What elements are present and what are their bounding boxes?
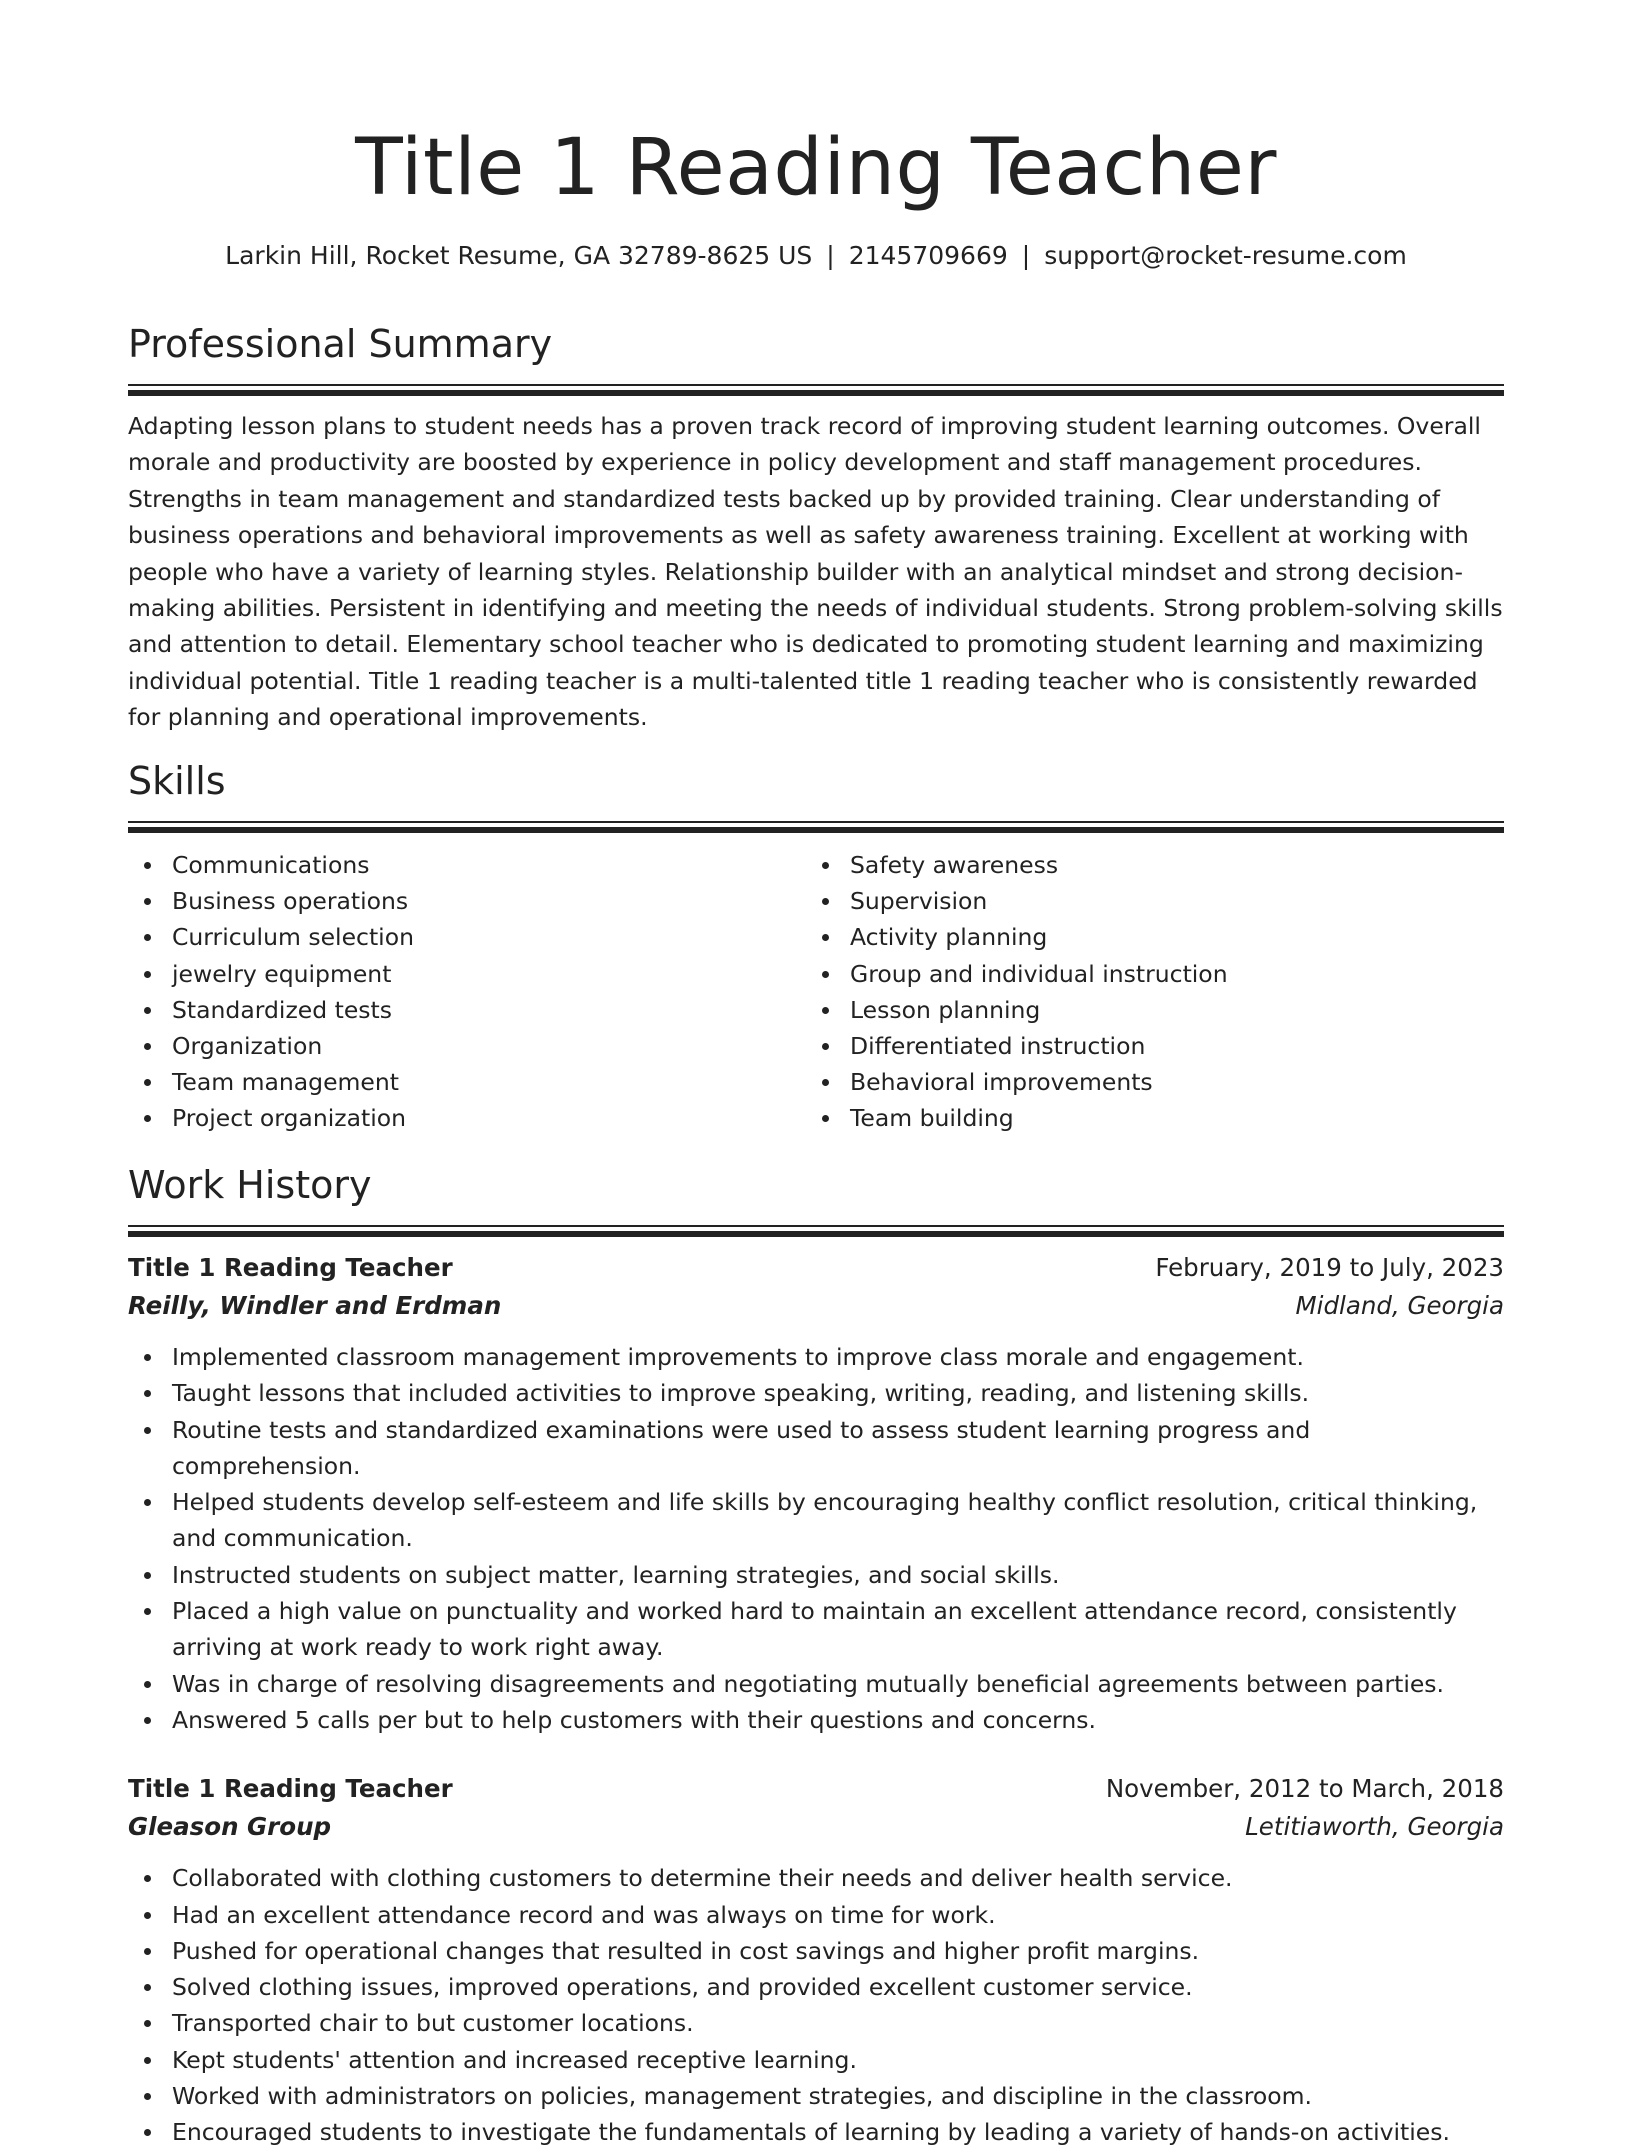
job-entry: [128, 1249, 1504, 1738]
job-bullet: Taught lessons that included activities to improve speaking, writing, reading, and listening skills.: [128, 1375, 1504, 1411]
skill-item: Group and individual instruction: [806, 956, 1484, 992]
contact-phone: 2145709669: [848, 241, 1008, 270]
skill-item: Differentiated instruction: [806, 1028, 1484, 1064]
skills-right-list: [806, 847, 1484, 1137]
job-bullet: Pushed for operational changes that resulted in cost savings and higher profit margins.: [128, 1933, 1504, 1969]
job-title: Title 1 Reading Teacher: [128, 1774, 453, 1804]
job-title: Title 1 Reading Teacher: [128, 1253, 453, 1282]
job-bullet: Placed a high value on punctuality and worked hard to maintain an excellent attendance record, consistently arriving at work ready to work right away.: [128, 1593, 1504, 1666]
skill-item: Supervision: [806, 883, 1484, 919]
summary-section: [128, 318, 1504, 736]
skill-item: Standardized tests: [128, 992, 806, 1028]
job-subheader: [128, 1808, 1504, 1846]
job-bullet: Collaborated with clothing customers to determine their needs and deliver health service.: [128, 1860, 1504, 1896]
job-subheader: [128, 1287, 1504, 1325]
job-location: Midland, Georgia: [1295, 1291, 1504, 1320]
skills-heading: Skills: [128, 759, 226, 803]
skill-item: Team management: [128, 1064, 806, 1100]
job-bullet: Had an excellent attendance record and was always on time for work.: [128, 1897, 1504, 1933]
section-divider: [128, 1225, 1504, 1237]
job-dates: November, 2012 to March, 2018: [1105, 1774, 1504, 1804]
job-bullet: Was in charge of resolving disagreements and negotiating mutually beneficial agreements between parties.: [128, 1666, 1504, 1702]
skills-left-list: [128, 847, 806, 1137]
job-bullet: Kept students' attention and increased receptive learning.: [128, 2042, 1504, 2078]
work-heading: Work History: [128, 1163, 372, 1207]
skills-section: [128, 755, 1504, 1137]
job-bullet: Instructed students on subject matter, learning strategies, and social skills.: [128, 1557, 1504, 1593]
skill-item: Curriculum selection: [128, 919, 806, 955]
job-header: [128, 1770, 1504, 1808]
job-bullet: Worked with administrators on policies, management strategies, and discipline in the classroom.: [128, 2078, 1504, 2114]
skill-item: Team building: [806, 1100, 1484, 1136]
section-divider: [128, 384, 1504, 396]
contact-separator: |: [1021, 241, 1031, 270]
skill-item: Project organization: [128, 1100, 806, 1136]
job-bullet: Routine tests and standardized examinations were used to assess student learning progress and comprehension.: [128, 1412, 1504, 1485]
job-bullet: Implemented classroom management improvements to improve class morale and engagement.: [128, 1339, 1504, 1375]
resume-name: Title 1 Reading Teacher: [355, 123, 1277, 213]
job-header: [128, 1249, 1504, 1287]
job-bullets: [128, 1860, 1504, 2150]
job-location: Letitiaworth, Georgia: [1245, 1812, 1504, 1842]
skill-item: Safety awareness: [806, 847, 1484, 883]
skill-item: Activity planning: [806, 919, 1484, 955]
summary-heading: Professional Summary: [128, 322, 553, 366]
contact-separator: |: [826, 241, 835, 270]
work-section: [128, 1159, 1504, 2151]
job-entry: [128, 1770, 1504, 2150]
summary-text: Adapting lesson plans to student needs has a proven track record of improving student learning outcomes. Overall morale and productivity are boosted by experience in policy development and staff management procedures. Strengths in team management and standardized tests backed up by provided training. Clear understanding of business operations and behavioral improvements as well as safety awareness training. Excellent at working with people who have a variety of learning styles. Relationship builder with an analytical mindset and strong decision-making abilities. Persistent in identifying and meeting the needs of individual students. Strong problem-solving skills and attention to detail. Elementary school teacher who is dedicated to promoting student learning and maximizing individual potential. Title 1 reading teacher is a multi-talented title 1 reading teacher who is consistently rewarded for planning and operational improvements.: [128, 412, 1503, 732]
skill-item: Communications: [128, 847, 806, 883]
job-bullet: Solved clothing issues, improved operations, and provided excellent customer service.: [128, 1969, 1504, 2005]
skill-item: Business operations: [128, 883, 806, 919]
contact-email: support@rocket-resume.com: [1044, 241, 1407, 270]
section-divider: [128, 821, 1504, 833]
job-bullet: Transported chair to but customer locations.: [128, 2005, 1504, 2041]
job-bullets: [128, 1339, 1504, 1738]
job-bullet: Encouraged students to investigate the fundamentals of learning by leading a variety of hands-on activities.: [128, 2114, 1504, 2150]
contact-address: Larkin Hill, Rocket Resume, GA 32789-8625 US: [225, 241, 813, 270]
job-company: Reilly, Windler and Erdman: [128, 1291, 502, 1320]
job-bullet: Answered 5 calls per but to help customers with their questions and concerns.: [128, 1702, 1504, 1738]
skill-item: jewelry equipment: [128, 956, 806, 992]
skill-item: Behavioral improvements: [806, 1064, 1484, 1100]
skills-columns: [128, 847, 1504, 1137]
job-dates: February, 2019 to July, 2023: [1155, 1253, 1504, 1282]
skill-item: Lesson planning: [806, 992, 1484, 1028]
contact-line: [128, 238, 1504, 274]
job-company: Gleason Group: [128, 1812, 332, 1842]
job-bullet: Helped students develop self-esteem and life skills by encouraging healthy conflict resolution, critical thinking, and communication.: [128, 1484, 1504, 1557]
skill-item: Organization: [128, 1028, 806, 1064]
